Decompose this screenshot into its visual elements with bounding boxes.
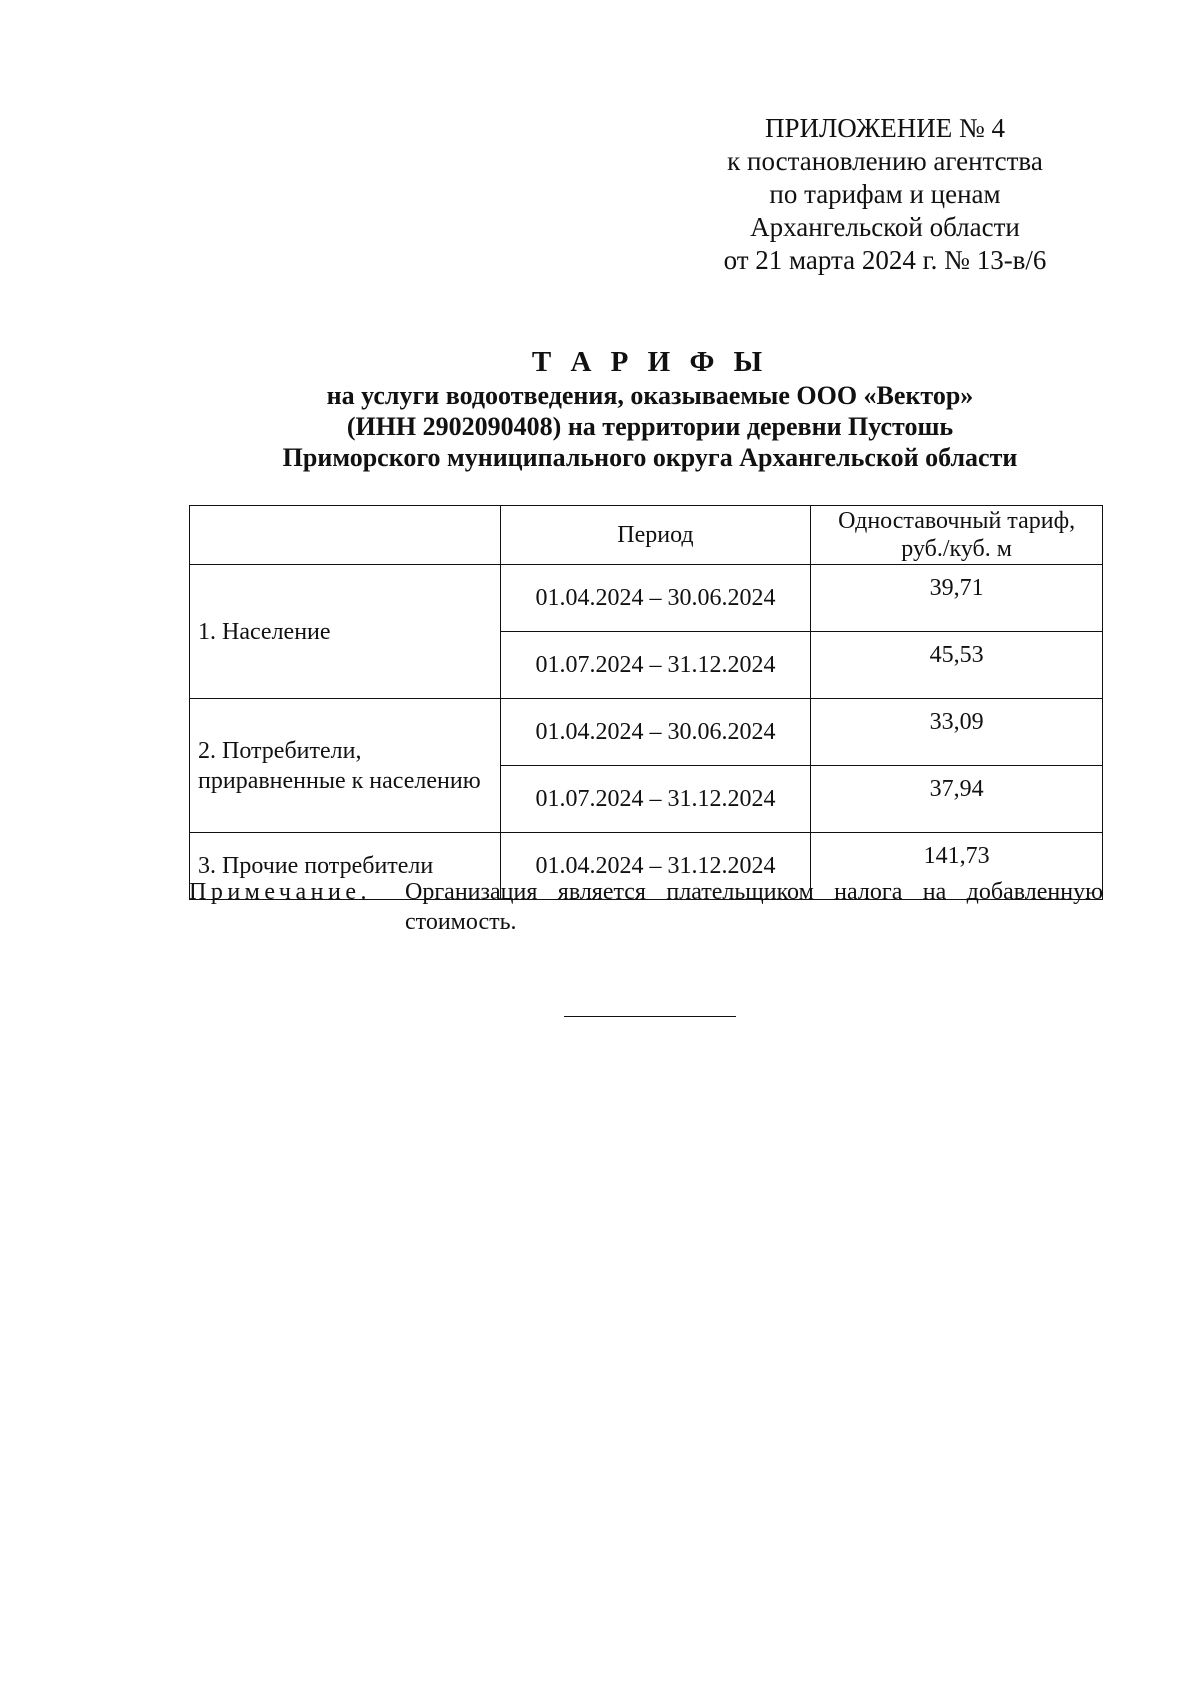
tariff-value-cell: 141,73 [811,833,1103,900]
tariff-value-cell: 33,09 [811,699,1103,766]
period-cell: 01.04.2024 – 31.12.2024 [500,833,811,900]
tariff-value-cell: 39,71 [811,565,1103,632]
header-tariff [811,506,1103,565]
category-cell: 1. Население [190,565,501,699]
appendix-line-resolution: к постановлению агентства [727,146,1043,176]
tariff-value-cell: 37,94 [811,766,1103,833]
table-header-row [190,506,1103,565]
appendix-date-number: от 21 марта 2024 г. № 13-в/6 [723,245,1047,275]
header-blank-cell [190,506,501,565]
table-row [190,565,1103,632]
note [189,877,1103,937]
title-line-1: на услуги водоотведения, оказываемые ООО «Вектор» [326,381,974,410]
note-label: Примечание. [189,879,371,905]
category-line-2: приравненные к населению [198,767,481,794]
tariff-value-cell: 45,53 [811,632,1103,699]
appendix-number: ПРИЛОЖЕНИЕ № 4 [764,113,1006,143]
title-line-2: (ИНН 2902090408) на территории деревни Пустошь [346,412,954,441]
period-cell: 01.04.2024 – 30.06.2024 [500,565,811,632]
appendix-line-region: Архангельской области [750,212,1020,242]
header-period: Период [500,506,811,565]
tariffs-table [189,505,1103,900]
appendix-header [690,112,1080,277]
category-line-1: 2. Потребители, [198,737,362,764]
category-cell [190,699,501,833]
period-cell: 01.07.2024 – 31.12.2024 [500,632,811,699]
appendix-line-agency: по тарифам и ценам [769,179,1001,209]
header-tariff-line-1: Одноставочный тариф, [838,508,1076,534]
period-cell: 01.04.2024 – 30.06.2024 [500,699,811,766]
category-cell: 3. Прочие потребители [190,833,501,900]
title-main: Т А Р И Ф Ы [531,346,769,378]
document-title [160,344,1140,473]
period-cell: 01.07.2024 – 31.12.2024 [500,766,811,833]
note-text: Организация является плательщиком налога на добавленную стоимость. [405,879,1103,935]
title-line-3: Приморского муниципального округа Архангельской области [282,443,1018,472]
header-tariff-line-2: руб./куб. м [901,536,1012,562]
table-row [190,699,1103,766]
closing-separator-line [564,1016,736,1017]
